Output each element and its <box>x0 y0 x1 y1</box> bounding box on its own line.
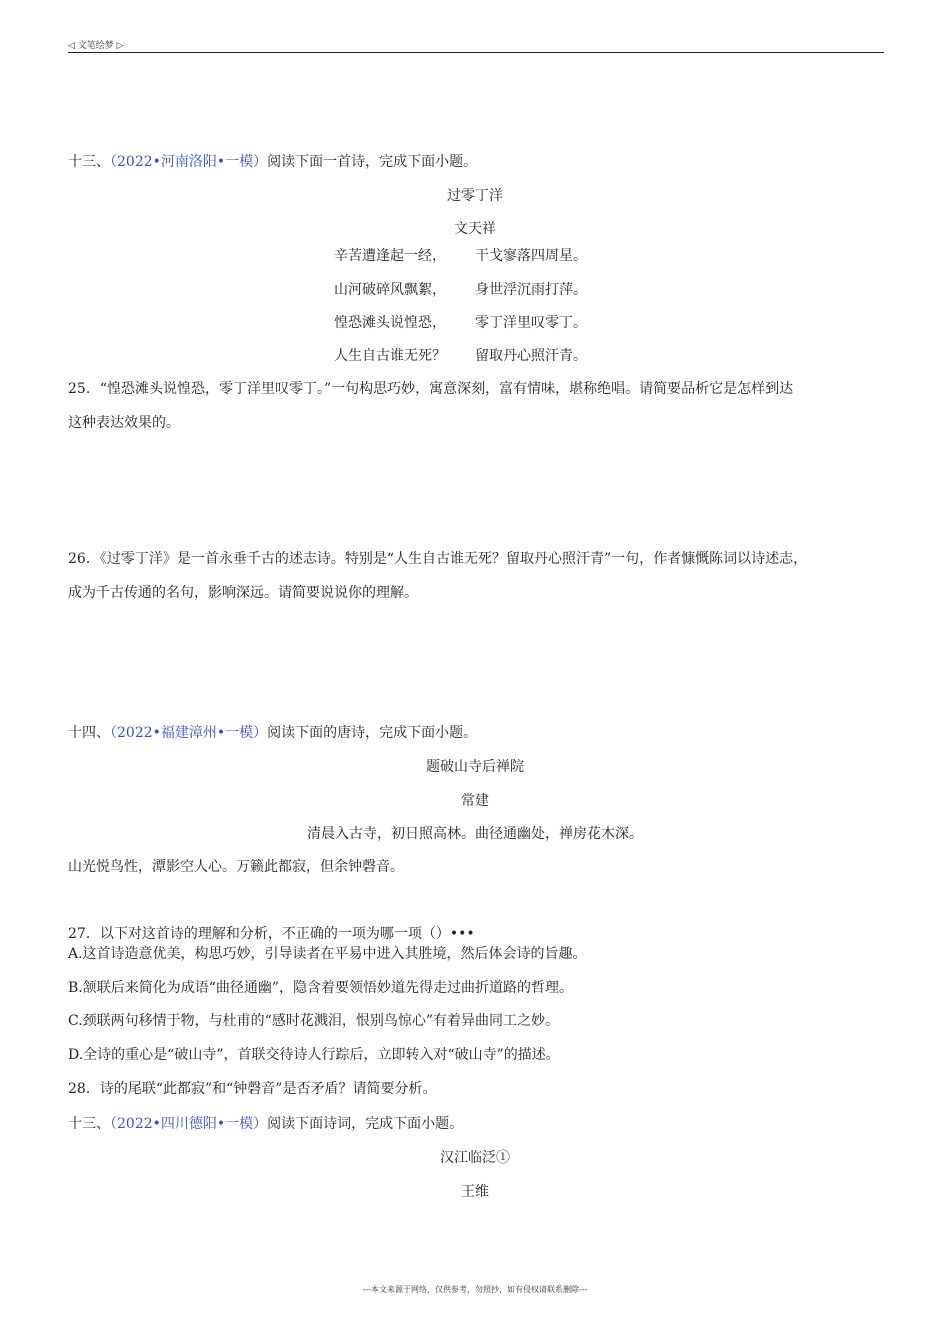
verse-line-right: 身世浮沉雨打萍。 <box>475 282 587 298</box>
verse-line-right: 零丁洋里叹零丁。 <box>475 315 587 331</box>
poem-author: 文天祥 <box>454 221 496 237</box>
section-13a-heading <box>68 153 477 171</box>
verse-line-left: 山河破碎风飘絮， <box>334 282 446 298</box>
poem-author: 王维 <box>461 1184 489 1200</box>
poem-title: 题破山寺后禅院 <box>426 759 524 775</box>
verse-line-left: 辛苦遭逢起一经， <box>334 248 446 264</box>
section-prefix: 十三、 <box>68 1116 110 1132</box>
question-27-stem: 27．以下对这首诗的理解和分析，不正确的一项为哪一项（）••• <box>68 926 475 942</box>
poem-author: 常建 <box>461 793 489 809</box>
poem-title: 过零丁洋 <box>447 188 503 204</box>
page-footer: ---本文来源于网络，仅供参考，勿照抄，如有侵权请联系删除--- <box>362 1285 588 1294</box>
section-13b-heading <box>68 1115 463 1133</box>
poem-line: 山光悦鸟性，潭影空人心。万籁此都寂，但余钟磬音。 <box>68 859 404 875</box>
section-prefix: 十四、 <box>68 725 110 741</box>
poem-line: 清晨入古寺，初日照高林。曲径通幽处，禅房花木深。 <box>307 826 643 842</box>
option-d: D.全诗的重心是“破山寺”，首联交待诗人行踪后，立即转入对“破山寺”的描述。 <box>68 1047 560 1063</box>
verse-line-left: 人生自古谁无死？ <box>334 348 446 364</box>
section-14-heading <box>68 724 477 742</box>
question-25-line1: 25．“惶恐滩头说惶恐，零丁洋里叹零丁。”一句构思巧妙，寓意深刻，富有情味，堪称绝唱。请简要品析它是怎样到达 <box>68 381 794 397</box>
section-instruction: 阅读下面的唐诗，完成下面小题。 <box>267 725 478 741</box>
page-header: ◁ 文笔绘梦 ▷ <box>68 41 124 51</box>
section-instruction: 阅读下面诗词，完成下面小题。 <box>267 1116 464 1132</box>
section-instruction: 阅读下面一首诗，完成下面小题。 <box>267 154 478 170</box>
verse-line-left: 惶恐滩头说惶恐， <box>334 315 446 331</box>
option-b: B.颔联后来简化为成语“曲径通幽”，隐含着要领悟妙道先得走过曲折道路的哲理。 <box>68 980 574 996</box>
header-rule <box>68 52 884 53</box>
poem-title: 汉江临泛① <box>440 1150 510 1166</box>
option-a: A.这首诗造意优美，构思巧妙，引导读者在平易中进入其胜境，然后体会诗的旨趣。 <box>68 946 587 962</box>
question-26-line2: 成为千古传通的名句，影响深远。请简要说说你的理解。 <box>68 585 418 601</box>
source-tag: （2022•福建漳州•一模） <box>110 725 268 741</box>
question-25-line2: 这种表达效果的。 <box>68 415 180 431</box>
option-c: C.颈联两句移情于物，与杜甫的“感时花溅泪，恨别鸟惊心”有着异曲同工之妙。 <box>68 1013 559 1029</box>
source-tag: （2022•河南洛阳•一模） <box>110 154 268 170</box>
question-28-stem: 28．诗的尾联“此都寂”和“钟磬音”是否矛盾？请简要分析。 <box>68 1081 437 1097</box>
section-prefix: 十三、 <box>68 154 110 170</box>
verse-line-right: 留取丹心照汗青。 <box>475 348 587 364</box>
question-26-line1: 26．《过零丁洋》是一首永垂千古的述志诗。特别是“人生自古谁无死？留取丹心照汗青”一句，作者慷慨陈词以诗述志， <box>68 551 808 567</box>
verse-line-right: 干戈寥落四周星。 <box>475 248 587 264</box>
source-tag: （2022•四川德阳•一模） <box>110 1116 268 1132</box>
